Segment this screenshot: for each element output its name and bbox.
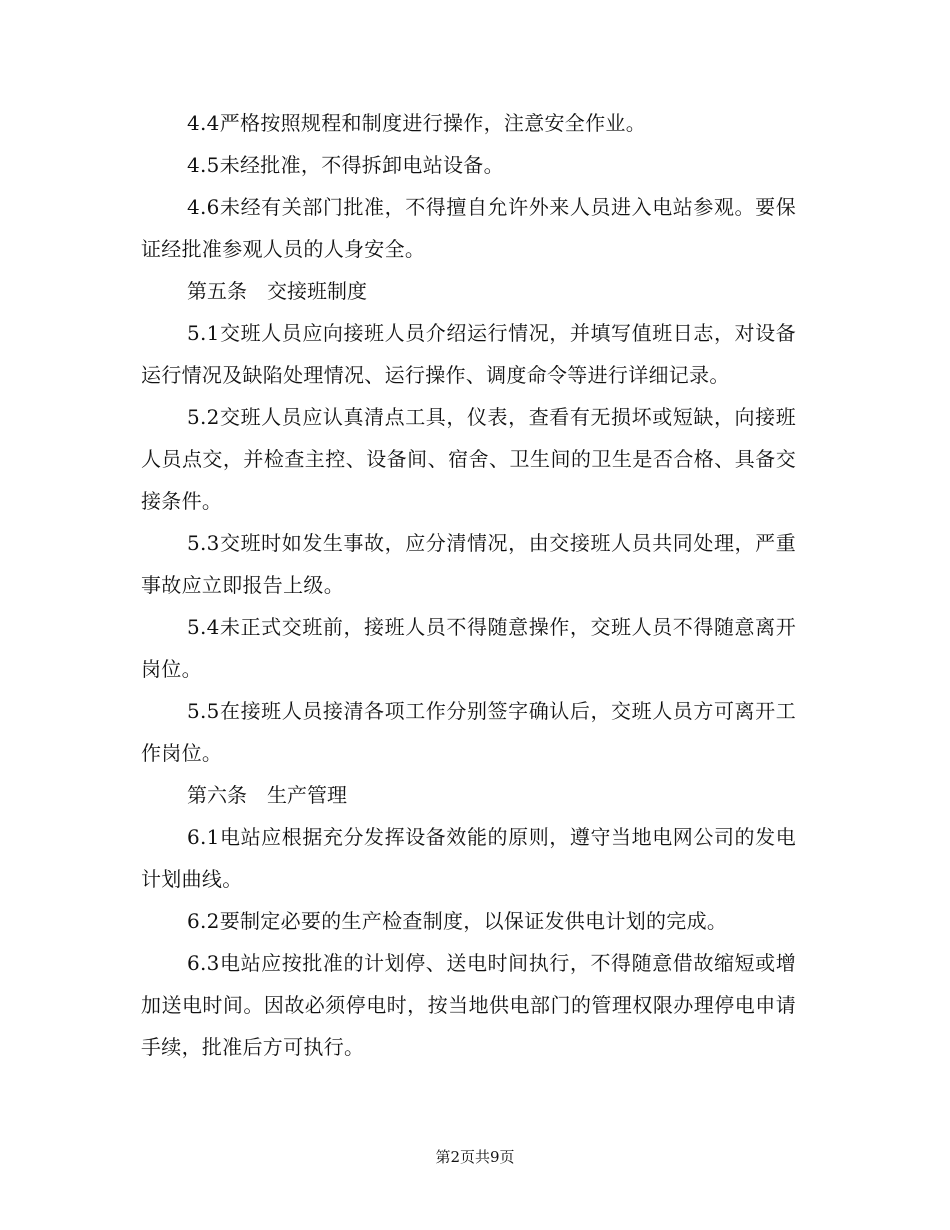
paragraph-5-3: 5.3交班时如发生事故，应分清情况，由交接班人员共同处理，严重事故应立即报告上级。 (141, 531, 796, 597)
paragraph-4-6: 4.6未经有关部门批准，不得擅自允许外来人员进入电站参观。要保证经批准参观人员的人身安全。 (141, 195, 796, 261)
section-heading-article-6: 第六条 生产管理 (187, 783, 347, 807)
paragraph-6-2: 6.2要制定必要的生产检查制度，以保证发供电计划的完成。 (187, 909, 728, 933)
paragraph-5-5: 5.5在接班人员接清各项工作分别签字确认后，交班人员方可离开工作岗位。 (141, 699, 796, 765)
paragraph-5-1: 5.1交班人员应向接班人员介绍运行情况，并填写值班日志，对设备运行情况及缺陷处理情况、运行操作、调度命令等进行详细记录。 (141, 321, 796, 387)
paragraph-4-4: 4.4严格按照规程和制度进行操作，注意安全作业。 (187, 111, 647, 135)
paragraph-5-2: 5.2交班人员应认真清点工具，仪表，查看有无损坏或短缺，向接班人员点交，并检查主控、设备间、宿舍、卫生间的卫生是否合格、具备交接条件。 (141, 405, 796, 513)
paragraph-6-1: 6.1电站应根据充分发挥设备效能的原则，遵守当地电网公司的发电计划曲线。 (141, 825, 796, 891)
section-heading-article-5: 第五条 交接班制度 (187, 279, 367, 303)
paragraph-4-5: 4.5未经批准，不得拆卸电站设备。 (187, 153, 504, 177)
paragraph-6-3: 6.3电站应按批准的计划停、送电时间执行，不得随意借故缩短或增加送电时间。因故必须停电时，按当地供电部门的管理权限办理停电申请手续，批准后方可执行。 (141, 951, 796, 1059)
paragraph-5-4: 5.4未正式交班前，接班人员不得随意操作，交班人员不得随意离开岗位。 (141, 615, 796, 681)
document-body (141, 102, 796, 1068)
page-number-footer: 第2页共9页 (435, 1148, 515, 1166)
